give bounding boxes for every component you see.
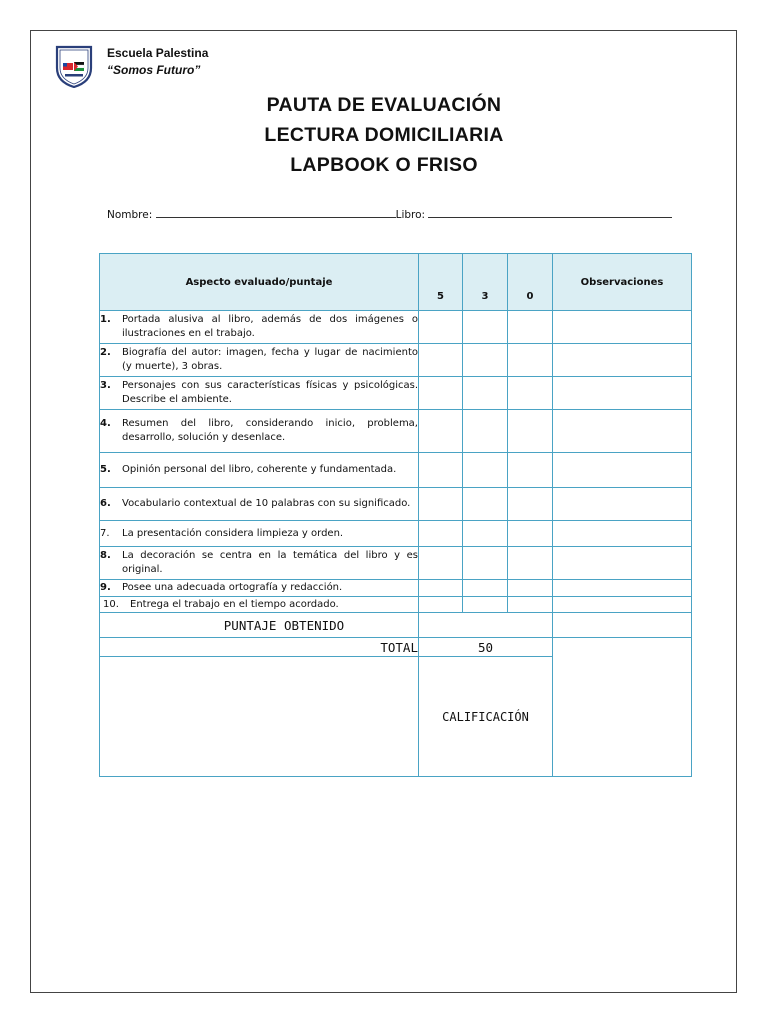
score-5-cell[interactable] <box>419 344 463 377</box>
criterion-cell: 1. Portada alusiva al libro, además de dos imágenes o ilustraciones en el trabajo. <box>100 311 419 344</box>
school-motto: “Somos Futuro” <box>107 63 201 77</box>
grade-value-cell[interactable] <box>553 638 692 777</box>
observations-cell[interactable] <box>553 311 692 344</box>
table-row <box>100 547 692 580</box>
criterion-cell: 7. La presentación considera limpieza y orden. <box>100 521 419 547</box>
criterion-cell: 6. Vocabulario contextual de 10 palabras con su significado. <box>100 488 419 521</box>
criterion-cell: 9. Posee una adecuada ortografía y redacción. <box>100 580 419 597</box>
score-0-cell[interactable] <box>508 521 553 547</box>
criterion-cell: 4. Resumen del libro, considerando inicio, problema, desarrollo, solución y desenlace. <box>100 410 419 453</box>
criterion-cell: 3. Personajes con sus características físicas y psicológicas. Describe el ambiente. <box>100 377 419 410</box>
score-3-cell[interactable] <box>463 547 508 580</box>
score-5-cell[interactable] <box>419 488 463 521</box>
table-row <box>100 521 692 547</box>
grade-label: CALIFICACIÓN <box>419 657 553 777</box>
criterion-text: Entrega el trabajo en el tiempo acordado. <box>130 598 339 610</box>
criterion-text: Portada alusiva al libro, además de dos imágenes o ilustraciones en el trabajo. <box>122 314 418 339</box>
criterion-text: Resumen del libro, considerando inicio, problema, desarrollo, solución y desenlace. <box>122 418 418 443</box>
score-0-cell[interactable] <box>508 344 553 377</box>
table-row <box>100 311 692 344</box>
score-0-cell[interactable] <box>508 453 553 488</box>
criterion-cell: 8. La decoración se centra en la temática del libro y es original. <box>100 547 419 580</box>
school-name: Escuela Palestina <box>107 46 209 60</box>
observations-cell[interactable] <box>553 344 692 377</box>
score-3-cell[interactable] <box>463 597 508 613</box>
score-5-cell[interactable] <box>419 521 463 547</box>
score-5-cell[interactable] <box>419 453 463 488</box>
grade-blank-cell <box>100 657 419 777</box>
score-3-cell[interactable] <box>463 580 508 597</box>
observations-header: Observaciones <box>553 254 692 311</box>
score-0-cell[interactable] <box>508 597 553 613</box>
score-obtained-value[interactable] <box>419 613 553 638</box>
observations-cell[interactable] <box>553 597 692 613</box>
observations-cell[interactable] <box>553 377 692 410</box>
score-3-header: 3 <box>463 254 508 311</box>
observations-cell[interactable] <box>553 521 692 547</box>
score-5-cell[interactable] <box>419 311 463 344</box>
criterion-text: Vocabulario contextual de 10 palabras con su significado. <box>122 498 411 509</box>
observations-cell[interactable] <box>553 580 692 597</box>
score-3-cell[interactable] <box>463 521 508 547</box>
school-header <box>107 45 208 79</box>
score-0-cell[interactable] <box>508 488 553 521</box>
score-obtained-label: PUNTAJE OBTENIDO <box>100 613 419 638</box>
title-line-3: LAPBOOK O FRISO <box>290 154 478 176</box>
score-0-header: 0 <box>508 254 553 311</box>
score-3-cell[interactable] <box>463 453 508 488</box>
book-label: Libro: <box>395 209 426 221</box>
score-5-cell[interactable] <box>419 410 463 453</box>
table-row <box>100 344 692 377</box>
total-label: TOTAL <box>100 638 419 657</box>
score-0-cell[interactable] <box>508 410 553 453</box>
table-row <box>100 453 692 488</box>
school-logo <box>55 44 93 88</box>
score-0-cell[interactable] <box>508 547 553 580</box>
title-line-1: PAUTA DE EVALUACIÓN <box>266 94 502 116</box>
table-row <box>100 580 692 597</box>
score-0-cell[interactable] <box>508 377 553 410</box>
total-row <box>100 638 692 657</box>
criterion-text: Opinión personal del libro, coherente y fundamentada. <box>122 464 397 475</box>
criterion-cell: 10. Entrega el trabajo en el tiempo acordado. <box>100 597 419 613</box>
title-line-2: LECTURA DOMICILIARIA <box>264 124 504 146</box>
name-field[interactable] <box>156 207 396 218</box>
observations-cell[interactable] <box>553 410 692 453</box>
table-row <box>100 597 692 613</box>
criterion-text: Personajes con sus características físicas y psicológicas. Describe el ambiente. <box>122 380 418 405</box>
score-3-cell[interactable] <box>463 377 508 410</box>
score-0-cell[interactable] <box>508 580 553 597</box>
criterion-text: La decoración se centra en la temática del libro y es original. <box>122 550 418 575</box>
score-0-cell[interactable] <box>508 311 553 344</box>
observations-cell[interactable] <box>553 488 692 521</box>
observations-cell[interactable] <box>553 547 692 580</box>
score-5-header: 5 <box>419 254 463 311</box>
evaluation-table <box>99 253 692 777</box>
criterion-text: La presentación considera limpieza y orden. <box>122 527 344 539</box>
aspect-header: Aspecto evaluado/puntaje <box>100 254 419 311</box>
score-5-cell[interactable] <box>419 580 463 597</box>
score-obtained-observations[interactable] <box>553 613 692 638</box>
score-3-cell[interactable] <box>463 344 508 377</box>
score-3-cell[interactable] <box>463 311 508 344</box>
name-label: Nombre: <box>107 209 153 221</box>
score-3-cell[interactable] <box>463 410 508 453</box>
book-field[interactable] <box>428 207 672 218</box>
criterion-text: Posee una adecuada ortografía y redacción. <box>122 582 343 593</box>
score-obtained-row <box>100 613 692 638</box>
observations-cell[interactable] <box>553 453 692 488</box>
score-5-cell[interactable] <box>419 547 463 580</box>
score-5-cell[interactable] <box>419 377 463 410</box>
table-row <box>100 377 692 410</box>
total-value: 50 <box>419 638 553 657</box>
score-3-cell[interactable] <box>463 488 508 521</box>
student-fields <box>107 207 672 221</box>
table-row <box>100 488 692 521</box>
score-5-cell[interactable] <box>419 597 463 613</box>
criterion-cell: 5. Opinión personal del libro, coherente y fundamentada. <box>100 453 419 488</box>
criterion-cell: 2. Biografía del autor: imagen, fecha y lugar de nacimiento (y muerte), 3 obras. <box>100 344 419 377</box>
table-row <box>100 410 692 453</box>
criterion-text: Biografía del autor: imagen, fecha y lugar de nacimiento (y muerte), 3 obras. <box>122 347 418 372</box>
table-header-row <box>100 254 692 311</box>
